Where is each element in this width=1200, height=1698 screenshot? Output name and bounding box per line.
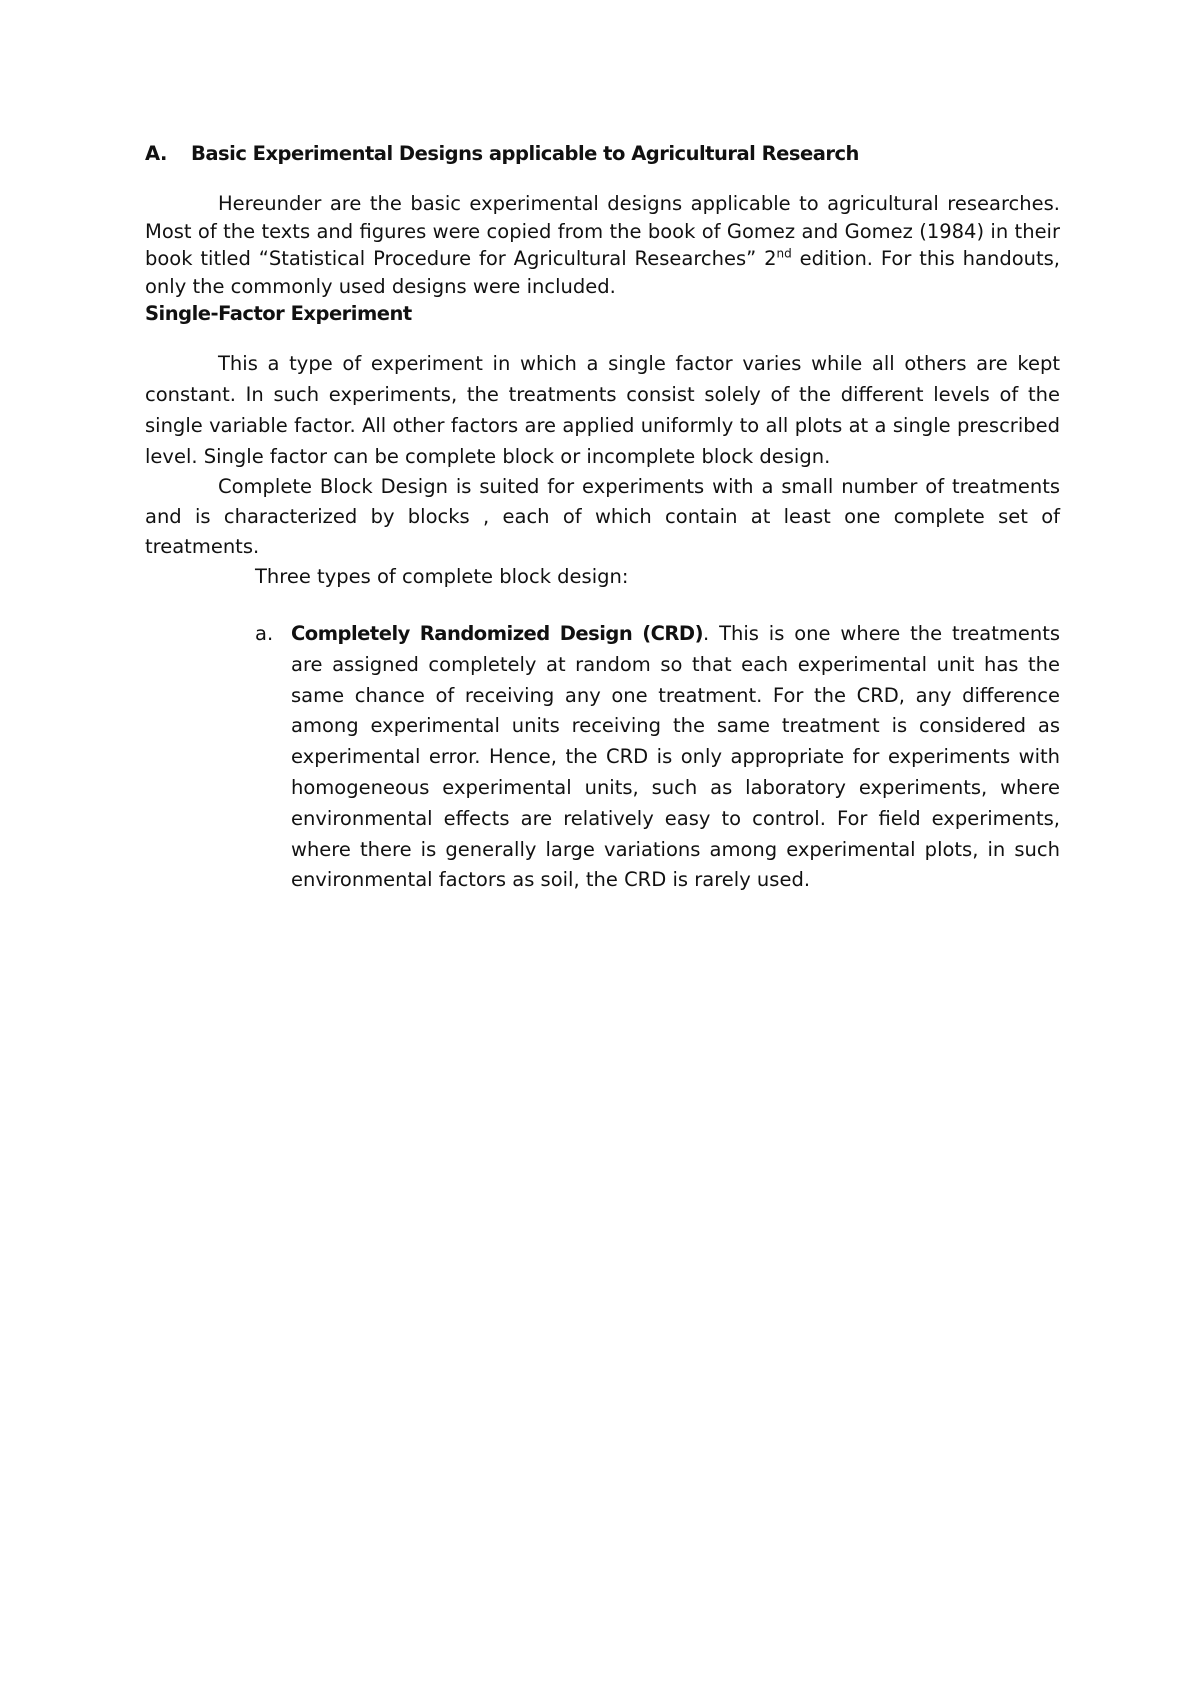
section-letter: A. — [145, 142, 167, 165]
subsection-heading: Single-Factor Experiment — [145, 302, 412, 325]
complete-block-paragraph: Complete Block Design is suited for experiments with a small number of treatments and is characterized by blocks , each of which contain at least one complete set of treatments. — [145, 475, 1060, 558]
section-heading — [145, 140, 1060, 168]
intro-paragraph — [145, 190, 1060, 300]
intro-text-end: edition. For this handouts, only the commonly used designs were included. — [145, 247, 1061, 298]
list-term: Completely Randomized Design (CRD) — [291, 622, 704, 645]
types-intro: Three types of complete block design: — [255, 565, 629, 588]
document-content — [145, 140, 1060, 896]
section-title: Basic Experimental Designs applicable to Agricultural Research — [191, 142, 859, 165]
list-text: . This is one where the treatments are assigned completely at random so that each experimental unit has the same chance of receiving any one treatment. For the CRD, any difference among experimental units receiving the same treatment is considered as experimental error. Hence, the CRD is only appropriate for experiments with homogeneous experimental units, such as laboratory experiments, where environmental effects are relatively easy to control. For field experiments, where there is generally large variations among experimental plots, in such environmental factors as soil, the CRD is rarely used. — [291, 622, 1060, 892]
list-item — [145, 619, 1060, 896]
intro-superscript: nd — [776, 246, 792, 261]
list-marker: a. — [255, 622, 274, 645]
intro-text: Hereunder are the basic experimental designs applicable to agricultural researches. Most of the texts and figures were copied from the book of Gomez and Gomez (1984) in their book titled “Statistical Procedure for Agricultural Researches” 2 — [145, 192, 1060, 270]
single-factor-paragraph: This a type of experiment in which a single factor varies while all others are kept constant. In such experiments, the treatments consist solely of the different levels of the single variable factor. All other factors are applied uniformly to all plots at a single prescribed level. Single factor can be complete block or incomplete block design. — [145, 352, 1060, 468]
